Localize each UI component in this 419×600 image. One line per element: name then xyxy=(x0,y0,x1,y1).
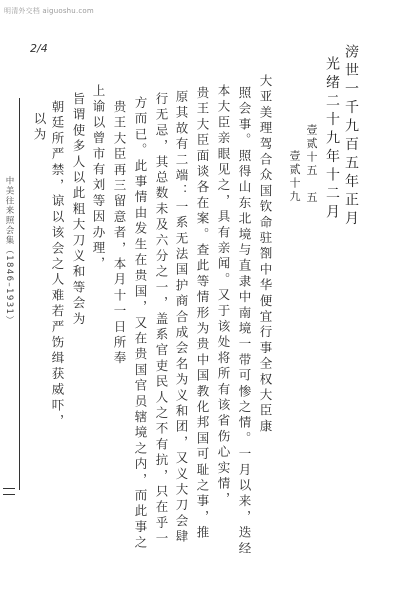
side-tick xyxy=(3,494,15,495)
side-rule xyxy=(19,98,20,490)
side-collection-label: 中美往来照会集（1846–1931） xyxy=(4,176,14,326)
document-text-column: 原其故有二端：一系无法国护商合成会名为义和团，又义大刀会肆 xyxy=(174,90,189,546)
document-text-column: 大亚美理驾合众国钦命驻劄中华便宜行事全权大臣康 xyxy=(258,74,273,436)
date-western: 滂世一千九百五年正月 xyxy=(343,44,359,229)
document-text-column: 方而已。此事情由发生在贵国，又在贵国官员辖境之内，而此事之 xyxy=(133,96,148,552)
document-text-column: 上谕以曾市有刘等因办理， xyxy=(91,84,106,273)
document-text-column: 贵王大臣面谈各在案。查此等情形为贵中国教化邦国可耻之事，推 xyxy=(195,86,210,542)
document-text-column: 朝廷所严禁，谅以该会之人难若严饬缉获威吓， xyxy=(50,100,65,430)
document-text-column: 贵王大臣再三留意者，本月十一日所奉 xyxy=(112,100,127,367)
document-text-column: 本大臣亲眼见之，具有亲闻。又于该处将所有该省伤心实情， xyxy=(216,84,231,508)
date-note: 壹贰十五 五 xyxy=(305,124,318,205)
date-chinese: 光绪二十九年十二月 xyxy=(324,56,340,223)
page-number: 2/4 xyxy=(30,42,48,55)
watermark: 明清外交档 aiguoshu.com xyxy=(4,7,94,15)
document-text-column: 行无忌，其总数未及六分之一，盖系官吏民人之不有抗，只在乎一 xyxy=(154,92,169,548)
side-tick xyxy=(3,488,15,489)
document-text-column: 照会事。照得山东北境与直隶中南境一带可惨之情。一月以来，迭经 xyxy=(237,86,252,557)
document-text-column: 以为 xyxy=(32,112,47,144)
date-note: 壹贰十九 xyxy=(288,150,301,204)
document-text-column: 旨谓使多人以此粗大刀义和等会为 xyxy=(71,92,86,328)
